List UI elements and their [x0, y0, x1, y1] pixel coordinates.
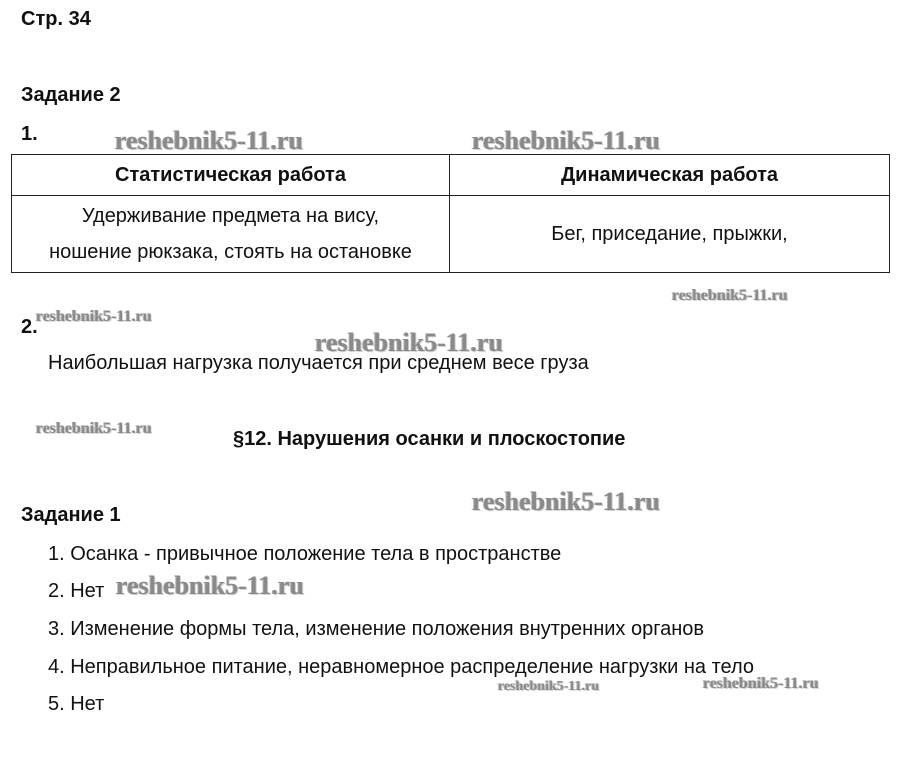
task-2-item-2-number: 2.: [21, 316, 38, 338]
table-header-dynamic: Динамическая работа: [450, 155, 890, 196]
list-item: 5. Нет: [48, 693, 105, 715]
watermark: reshebnik5-11.ru: [36, 308, 152, 325]
task-1-heading: Задание 1: [21, 504, 121, 526]
table-cell-line: Удерживание предмета на вису,: [81, 205, 380, 227]
work-types-table: [11, 154, 890, 273]
watermark: reshebnik5-11.ru: [498, 679, 600, 694]
task-2-heading: Задание 2: [21, 84, 121, 106]
list-item: 1. Осанка - привычное положение тела в пространстве: [48, 543, 562, 565]
list-item: 2. Нет: [48, 580, 105, 602]
table-cell-dynamic: Бег, приседание, прыжки,: [450, 196, 890, 273]
list-item: 3. Изменение формы тела, изменение положения внутренних органов: [48, 618, 705, 640]
section-title: §12. Нарушения осанки и плоскостопие: [233, 428, 626, 450]
watermark: reshebnik5-11.ru: [115, 126, 304, 155]
page-number: Стр. 34: [21, 8, 91, 30]
table-row: [12, 196, 890, 273]
table-header-row: [12, 155, 890, 196]
watermark: reshebnik5-11.ru: [472, 126, 661, 155]
watermark: reshebnik5-11.ru: [672, 287, 788, 304]
list-item: 4. Неправильное питание, неравномерное распределение нагрузки на тело: [48, 656, 755, 678]
table-cell-line: ношение рюкзака, стоять на остановке: [49, 241, 412, 263]
task-2-item-1-number: 1.: [21, 123, 38, 145]
table-cell-static: [12, 196, 450, 273]
watermark: reshebnik5-11.ru: [703, 675, 819, 692]
watermark: reshebnik5-11.ru: [315, 328, 504, 357]
table-header-static: Статистическая работа: [12, 155, 450, 196]
watermark: reshebnik5-11.ru: [36, 420, 152, 437]
watermark: reshebnik5-11.ru: [116, 571, 305, 600]
watermark: reshebnik5-11.ru: [472, 487, 661, 516]
task-2-item-2-text: Наибольшая нагрузка получается при среднем весе груза: [48, 352, 589, 374]
